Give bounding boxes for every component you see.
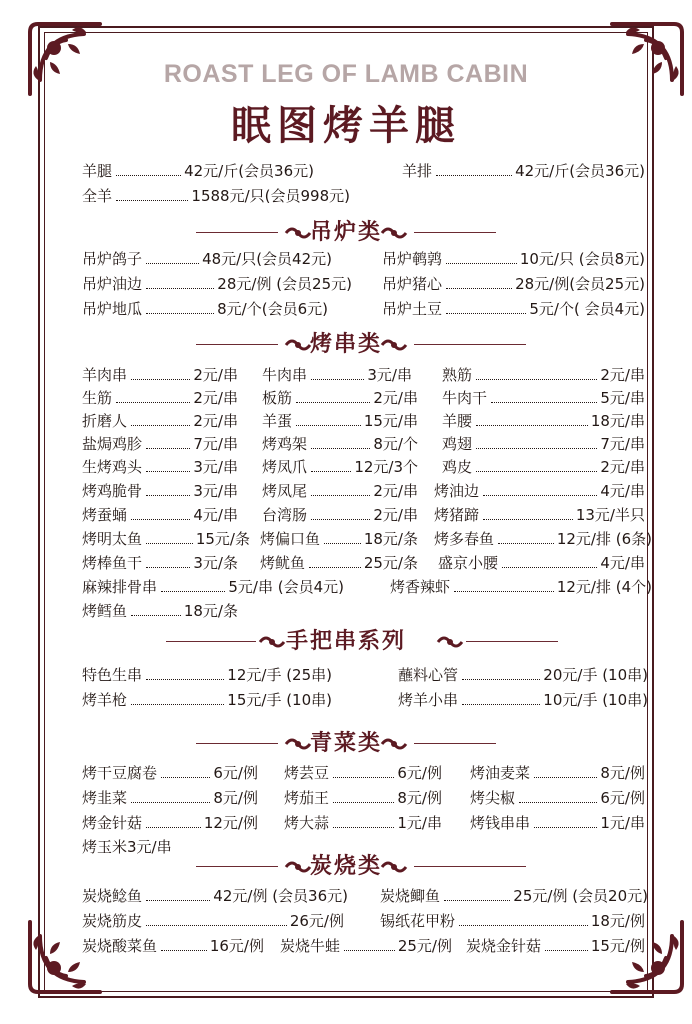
item-price: 18元/串 [590,412,645,430]
dot-leader [131,704,224,705]
dot-leader [483,519,573,520]
item-price: 10元/手 (10串) [543,691,648,709]
menu-item [442,387,645,409]
menu-item [262,410,418,432]
menu-row [82,910,646,932]
dot-leader [311,495,370,496]
dot-leader [459,925,588,926]
item-name: 烤羊枪 [82,691,128,709]
item-name: 盐焗鸡胗 [82,435,143,453]
dot-leader [146,448,190,449]
item-name: 折磨人 [82,412,128,430]
dot-leader [146,495,190,496]
item-price: 13元/半只 [575,506,645,524]
item-price: 15元/串 [363,412,418,430]
item-price: 18元/例 [590,912,645,930]
menu-item [284,787,442,809]
menu-row [82,787,646,809]
dot-leader [483,495,597,496]
item-name: 烤玉米3元/串 [82,838,172,856]
menu-item [82,433,238,455]
menu-item [260,528,418,550]
item-price: 6元/例 [213,764,258,782]
item-price: 25元/条 [363,554,418,572]
item-price: 12元/例 [203,814,258,832]
menu-row [82,456,646,478]
item-name: 烤鱿鱼 [260,554,306,572]
item-price: 1元/串 [600,814,645,832]
menu-item [398,664,648,686]
dot-leader [476,425,588,426]
dot-leader [146,471,190,472]
item-price: 48元/只(会员42元) [202,250,332,268]
item-name: 吊炉土豆 [382,300,443,318]
item-name: 烤香辣虾 [390,578,451,596]
item-price: 18元/条 [363,530,418,548]
item-name: 牛肉串 [262,366,308,384]
dot-leader [131,802,210,803]
menu-item [82,456,238,478]
menu-item [284,762,442,784]
dot-leader [131,519,190,520]
item-name: 烤韭菜 [82,789,128,807]
item-name: 烤鸡脆骨 [82,482,143,500]
item-name: 盛京小腰 [438,554,499,572]
menu-row [82,410,646,432]
item-name: 台湾肠 [262,506,308,524]
item-price: 20元/手 (10串) [543,666,648,684]
menu-item [398,689,648,711]
dot-leader [146,263,199,264]
item-price: 10元/只 (会员8元) [519,250,645,268]
dot-leader [131,425,190,426]
section-title: 手把串系列 [285,629,406,654]
menu-item [262,433,418,455]
item-name: 羊腰 [442,412,473,430]
item-price: 12元/手 (25串) [227,666,332,684]
item-price: 8元/例 [213,789,258,807]
section-header-diaolu [0,218,692,248]
dot-leader [309,567,361,568]
item-price: 25元/例 (会员20元) [513,887,648,905]
dot-leader [446,313,526,314]
menu-item [82,664,332,686]
item-name: 牛肉干 [442,389,488,407]
item-name: 吊炉地瓜 [82,300,143,318]
dot-leader [131,379,190,380]
menu-item [82,298,328,320]
item-name: 麻辣排骨串 [82,578,158,596]
dot-leader [462,704,540,705]
menu-item [442,456,645,478]
dot-leader [498,543,554,544]
dot-leader [146,543,193,544]
menu-row [82,298,646,320]
dot-leader [519,802,597,803]
menu-item [82,885,348,907]
menu-item [82,364,238,386]
item-name: 烤棒鱼干 [82,554,143,572]
dot-leader [344,950,395,951]
item-name: 羊肉串 [82,366,128,384]
dot-leader [333,777,394,778]
item-price: 28元/例(会员25元) [515,275,645,293]
item-price: 12元/排 (6条) [556,530,652,548]
menu-item [442,364,645,386]
menu-row [82,387,646,409]
item-price: 25元/例 [397,937,452,955]
item-name: 鸡翅 [442,435,473,453]
item-name: 烤凤爪 [262,458,308,476]
item-name: 炭烧鲶鱼 [82,887,143,905]
item-name: 烤钱串串 [470,814,531,832]
item-name: 生筋 [82,389,113,407]
item-name: 羊腿 [82,162,113,180]
menu-item [82,185,350,207]
item-price: 6元/例 [600,789,645,807]
item-name: 吊炉油边 [82,275,143,293]
section-title: 吊炉类 [309,220,382,245]
menu-row [82,600,646,622]
dot-leader [324,543,361,544]
title-english: ROAST LEG OF LAMB CABIN [163,60,529,88]
dot-leader [296,425,361,426]
menu-item [438,552,645,574]
menu-item [82,504,238,526]
menu-row [82,480,646,502]
menu-item [82,480,238,502]
dot-leader [116,175,181,176]
dot-leader [444,900,510,901]
dot-leader [146,925,287,926]
menu-item [434,480,645,502]
item-name: 烤蚕蛹 [82,506,128,524]
item-price: 15元/手 (10串) [227,691,332,709]
section-header-kaochuan [0,330,692,360]
menu-item [382,248,645,270]
menu-item [82,248,332,270]
menu-item [380,910,645,932]
section-title: 烤串类 [309,332,382,357]
item-name: 烤凤尾 [262,482,308,500]
item-price: 16元/例 [209,937,264,955]
item-price: 2元/串 [193,389,238,407]
item-name: 炭烧鲫鱼 [380,887,441,905]
dot-leader [296,402,370,403]
dot-leader [462,679,540,680]
item-name: 羊排 [402,162,433,180]
item-price: 5元/个( 会员4元) [529,300,645,318]
dot-leader [534,827,597,828]
item-name: 吊炉鹌鹑 [382,250,443,268]
dot-leader [534,777,597,778]
dot-leader [446,263,517,264]
menu-item [262,456,418,478]
menu-item [280,935,452,957]
menu-row [82,762,646,784]
item-price: 12元/排 (4个) [556,578,652,596]
dot-leader [131,615,181,616]
item-price: 2元/串 [193,412,238,430]
item-price: 8元/个 [373,435,418,453]
item-price: 15元/条 [195,530,250,548]
menu-item [402,160,645,182]
item-price: 42元/斤(会员36元) [515,162,645,180]
item-price: 3元/条 [193,554,238,572]
item-price: 26元/例 [289,912,344,930]
item-name: 板筋 [262,389,293,407]
menu-row [82,576,652,598]
section-header-qingcai [0,729,692,759]
dot-leader [436,175,512,176]
dot-leader [333,802,394,803]
dot-leader [161,591,225,592]
menu-item [82,160,314,182]
item-price: 8元/例 [397,789,442,807]
item-price: 6元/例 [397,764,442,782]
item-price: 3元/串 [367,366,412,384]
dot-leader [116,402,190,403]
menu-item [82,528,250,550]
menu-item [82,935,264,957]
dot-leader [116,200,188,201]
item-name: 炭烧牛蛙 [280,937,341,955]
menu-item [470,787,645,809]
dot-leader [146,288,214,289]
item-name: 烤明太鱼 [82,530,143,548]
item-price: 18元/条 [183,602,238,620]
dot-leader [311,448,370,449]
menu-item [470,762,645,784]
item-price: 7元/串 [600,435,645,453]
item-price: 3元/串 [193,458,238,476]
dot-leader [161,777,210,778]
menu-row [82,248,646,270]
menu-item [82,812,258,834]
item-name: 炭烧金针菇 [466,937,542,955]
item-name: 蘸料心管 [398,666,459,684]
menu-item [82,552,238,574]
item-price: 8元/例 [600,764,645,782]
menu-item [262,480,418,502]
section-header-tanshao [0,852,692,882]
menu-item [82,387,238,409]
item-price: 1元/串 [397,814,442,832]
item-price: 2元/串 [373,482,418,500]
item-price: 2元/串 [373,389,418,407]
item-name: 烤油麦菜 [470,764,531,782]
dot-leader [311,471,351,472]
dot-leader [333,827,394,828]
item-price: 2元/串 [193,366,238,384]
item-name: 炭烧筋皮 [82,912,143,930]
menu-row [82,528,652,550]
menu-row [82,160,646,182]
menu-item [442,433,645,455]
menu-item [382,298,645,320]
item-price: 15元/例 [590,937,645,955]
dot-leader [502,567,597,568]
item-name: 烤大蒜 [284,814,330,832]
menu-row [82,552,646,574]
dot-leader [311,379,364,380]
menu-row [82,364,646,386]
item-name: 吊炉鸽子 [82,250,143,268]
menu-item [390,576,652,598]
dot-leader [545,950,588,951]
item-name: 炭烧酸菜鱼 [82,937,158,955]
dot-leader [446,288,512,289]
item-name: 特色生串 [82,666,143,684]
item-price: 3元/串 [193,482,238,500]
item-price: 4元/串 [600,482,645,500]
menu-item [466,935,645,957]
item-price: 8元/个(会员6元) [217,300,328,318]
item-name: 烤羊小串 [398,691,459,709]
menu-item [82,410,238,432]
menu-row [82,504,646,526]
dot-leader [491,402,597,403]
menu-item [442,410,645,432]
item-price: 1588元/只(会员998元) [191,187,350,205]
menu-item [82,689,332,711]
item-name: 吊炉猪心 [382,275,443,293]
menu-row [82,273,646,295]
item-name: 烤芸豆 [284,764,330,782]
menu-item [434,528,652,550]
menu-row [82,664,646,686]
item-name: 鸡皮 [442,458,473,476]
menu-item [262,387,418,409]
menu-item [284,812,442,834]
item-price: 12元/3个 [354,458,418,476]
dot-leader [146,900,210,901]
menu-item [434,504,645,526]
item-name: 熟筋 [442,366,473,384]
item-name: 烤油边 [434,482,480,500]
menu-item [380,885,648,907]
item-price: 28元/例 (会员25元) [217,275,352,293]
item-price: 42元/斤(会员36元) [184,162,314,180]
menu-row [82,935,646,957]
menu-item [82,576,344,598]
item-name: 烤猪蹄 [434,506,480,524]
item-name: 烤干豆腐卷 [82,764,158,782]
item-price: 2元/串 [600,366,645,384]
item-name: 锡纸花甲粉 [380,912,456,930]
dot-leader [454,591,554,592]
dot-leader [476,379,597,380]
item-name: 生烤鸡头 [82,458,143,476]
title-chinese: 眠图烤羊腿 [231,103,461,149]
menu-item [382,273,645,295]
menu-item [262,504,418,526]
item-price: 42元/例 (会员36元) [213,887,348,905]
menu-row [82,812,646,834]
item-price: 7元/串 [193,435,238,453]
section-header-shouba [0,627,692,657]
menu-item [82,762,258,784]
item-name: 烤金针菇 [82,814,143,832]
menu-item [262,364,412,386]
item-price: 5元/串 [600,389,645,407]
menu-item [260,552,418,574]
item-name: 烤茄王 [284,789,330,807]
section-title: 炭烧类 [309,854,382,879]
dot-leader [476,471,597,472]
item-price: 4元/串 [600,554,645,572]
item-price: 2元/串 [600,458,645,476]
item-name: 烤尖椒 [470,789,516,807]
item-price: 5元/串 (会员4元) [228,578,344,596]
menu-item [82,910,344,932]
menu-item [470,812,645,834]
dot-leader [311,519,370,520]
item-name: 烤鳕鱼 [82,602,128,620]
menu-item [82,787,258,809]
item-name: 烤偏口鱼 [260,530,321,548]
menu-row [82,689,646,711]
item-name: 烤鸡架 [262,435,308,453]
menu-row [82,885,646,907]
menu-row [82,185,646,207]
item-name: 烤多春鱼 [434,530,495,548]
menu-item [82,600,238,622]
item-price: 2元/串 [373,506,418,524]
dot-leader [161,950,207,951]
dot-leader [146,827,201,828]
dot-leader [146,313,214,314]
dot-leader [476,448,597,449]
section-title: 青菜类 [309,731,382,756]
menu-item [82,273,352,295]
item-name: 羊蛋 [262,412,293,430]
item-name: 全羊 [82,187,113,205]
item-price: 4元/串 [193,506,238,524]
dot-leader [146,679,224,680]
dot-leader [146,567,190,568]
menu-row [82,433,646,455]
